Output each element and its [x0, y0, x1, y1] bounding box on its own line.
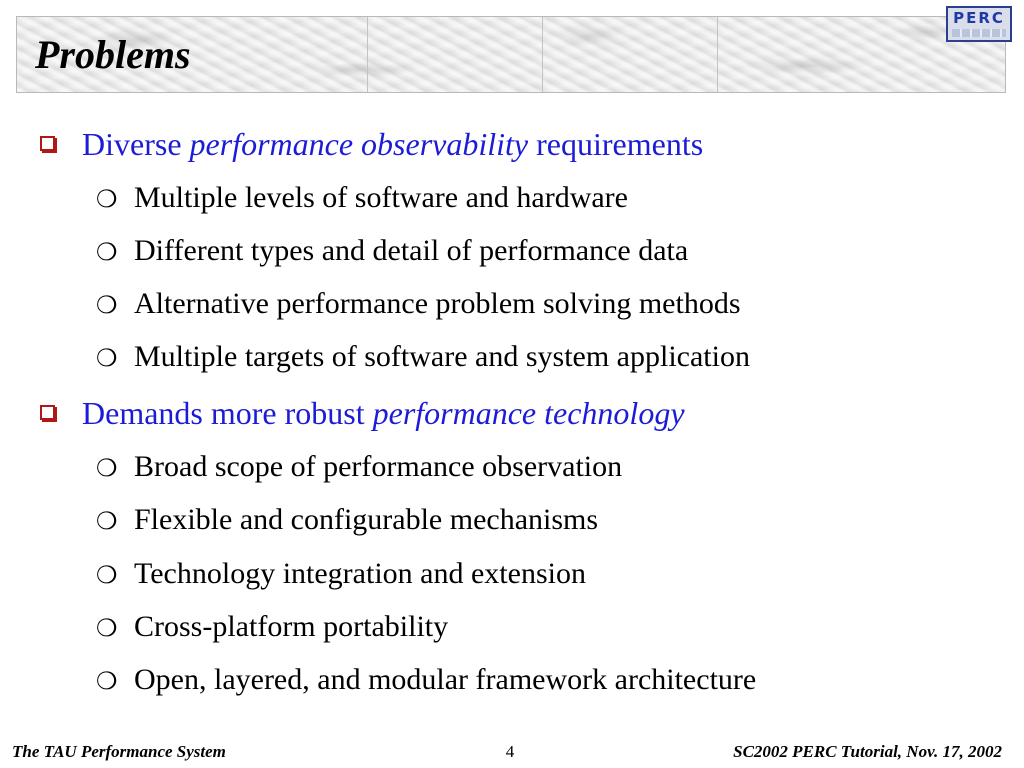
bullet-text-italic: performance observability: [189, 126, 529, 162]
bullet-text: Cross-platform portability: [134, 610, 449, 643]
half-circle-bullet-icon: ❍: [96, 507, 118, 535]
bullet-text: Flexible and configurable mechanisms: [134, 503, 599, 536]
bullet-text-plain: requirements: [528, 126, 704, 162]
bullet-text: Open, layered, and modular framework architecture: [134, 663, 757, 696]
half-circle-bullet-icon: ❍: [96, 291, 118, 319]
half-circle-bullet-icon: ❍: [96, 185, 118, 213]
bullet-text-plain: Diverse: [82, 126, 190, 162]
perc-logo-bars: [952, 29, 1006, 37]
hollow-square-bullet-icon: [40, 405, 55, 420]
half-circle-bullet-icon: ❍: [96, 454, 118, 482]
banner-divider: [367, 17, 368, 92]
bullet-text-plain: Demands more robust: [82, 395, 373, 431]
bullet-text: Broad scope of performance observation: [134, 450, 623, 483]
half-circle-bullet-icon: ❍: [96, 344, 118, 372]
banner-divider: [717, 17, 718, 92]
bullet-text: Multiple targets of software and system application: [134, 340, 750, 373]
slide-title: Problems: [35, 32, 191, 77]
half-circle-bullet-icon: ❍: [96, 561, 118, 589]
banner-divider: [542, 17, 543, 92]
perc-logo: [946, 6, 1012, 42]
bullet-text: [82, 124, 703, 164]
footer-right: SC2002 PERC Tutorial, Nov. 17, 2002: [733, 742, 1002, 761]
perc-logo-text: PERC: [953, 9, 1005, 27]
bullet-text: Technology integration and extension: [134, 557, 586, 590]
bullet-text: [82, 393, 685, 433]
half-circle-bullet-icon: ❍: [96, 238, 118, 266]
bullet-text: Different types and detail of performance data: [134, 234, 689, 267]
bullet-text: Alternative performance problem solving methods: [134, 287, 741, 320]
hollow-square-bullet-icon: [40, 136, 55, 151]
title-banner: [16, 16, 1006, 93]
footer-left: The TAU Performance System: [12, 742, 226, 761]
half-circle-bullet-icon: ❍: [96, 614, 118, 642]
bullet-text-italic: performance technology: [372, 395, 685, 431]
page-number: 4: [505, 742, 515, 761]
half-circle-bullet-icon: ❍: [96, 667, 118, 695]
bullet-text: Multiple levels of software and hardware: [134, 181, 628, 214]
